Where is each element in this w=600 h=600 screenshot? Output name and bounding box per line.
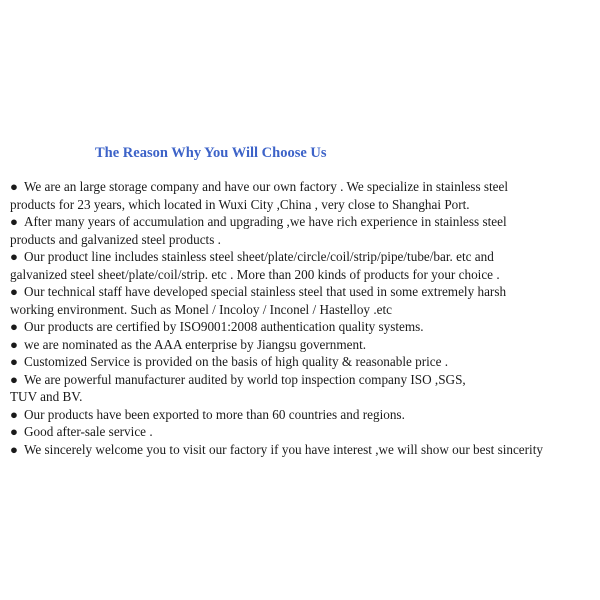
reason-item xyxy=(10,178,596,196)
reason-text: We are powerful manufacturer audited by world top inspection company ISO ,SGS, xyxy=(24,371,466,387)
reasons-list xyxy=(10,178,596,458)
reason-text: TUV and BV. xyxy=(10,389,83,404)
reason-text: After many years of accumulation and upgrading ,we have rich experience in stainless steel xyxy=(24,214,507,229)
reason-item-continuation xyxy=(10,301,596,319)
reason-text: products for 23 years, which located in Wuxi City ,China , very close to Shanghai Port. xyxy=(10,196,470,212)
reason-text: Customized Service is provided on the basis of high quality & reasonable price . xyxy=(24,354,449,369)
reason-item-continuation xyxy=(10,388,596,406)
bullet-icon: ● xyxy=(10,179,18,194)
bullet-icon: ● xyxy=(10,319,18,334)
bullet-icon: ● xyxy=(10,214,18,229)
reason-text: Our products are certified by ISO9001:2008 authentication quality systems. xyxy=(24,319,424,334)
reason-text: Our product line includes stainless steel sheet/plate/circle/coil/strip/pipe/tube/bar. etc and xyxy=(24,249,494,264)
reason-text: working environment. Such as Monel / Incoloy / Inconel / Hastelloy .etc xyxy=(10,301,392,317)
bullet-icon: ● xyxy=(10,371,18,387)
reason-text: Our products have been exported to more than 60 countries and regions. xyxy=(24,406,405,422)
reason-item xyxy=(10,406,596,424)
reason-item xyxy=(10,213,596,231)
section-heading: The Reason Why You Will Choose Us xyxy=(95,145,327,161)
bullet-icon: ● xyxy=(10,441,18,457)
reason-item xyxy=(10,283,596,301)
reason-text: galvanized steel sheet/plate/coil/strip. etc . More than 200 kinds of products for your choice . xyxy=(10,266,500,282)
reason-item xyxy=(10,423,596,441)
reason-text: products and galvanized steel products . xyxy=(10,231,221,247)
reason-item-continuation xyxy=(10,196,596,214)
reason-item xyxy=(10,371,596,389)
reason-text: We are an large storage company and have our own factory . We specialize in stainless steel xyxy=(24,179,509,194)
reason-item xyxy=(10,441,596,459)
bullet-icon: ● xyxy=(10,336,18,352)
reason-item xyxy=(10,248,596,266)
reason-item xyxy=(10,353,596,371)
bullet-icon: ● xyxy=(10,406,18,422)
reason-text: Good after-sale service . xyxy=(24,424,153,439)
reason-item xyxy=(10,336,596,354)
reasons-section xyxy=(10,143,596,458)
reason-text: We sincerely welcome you to visit our factory if you have interest ,we will show our best sincerity xyxy=(24,441,543,457)
bullet-icon: ● xyxy=(10,249,18,264)
reason-item-continuation xyxy=(10,266,596,284)
bullet-icon: ● xyxy=(10,354,18,369)
reason-text: Our technical staff have developed special stainless steel that used in some extremely harsh xyxy=(24,284,507,299)
bullet-icon: ● xyxy=(10,424,18,439)
reason-text: we are nominated as the AAA enterprise by Jiangsu government. xyxy=(24,336,367,352)
reason-item xyxy=(10,318,596,336)
reason-item-continuation xyxy=(10,231,596,249)
bullet-icon: ● xyxy=(10,284,18,299)
